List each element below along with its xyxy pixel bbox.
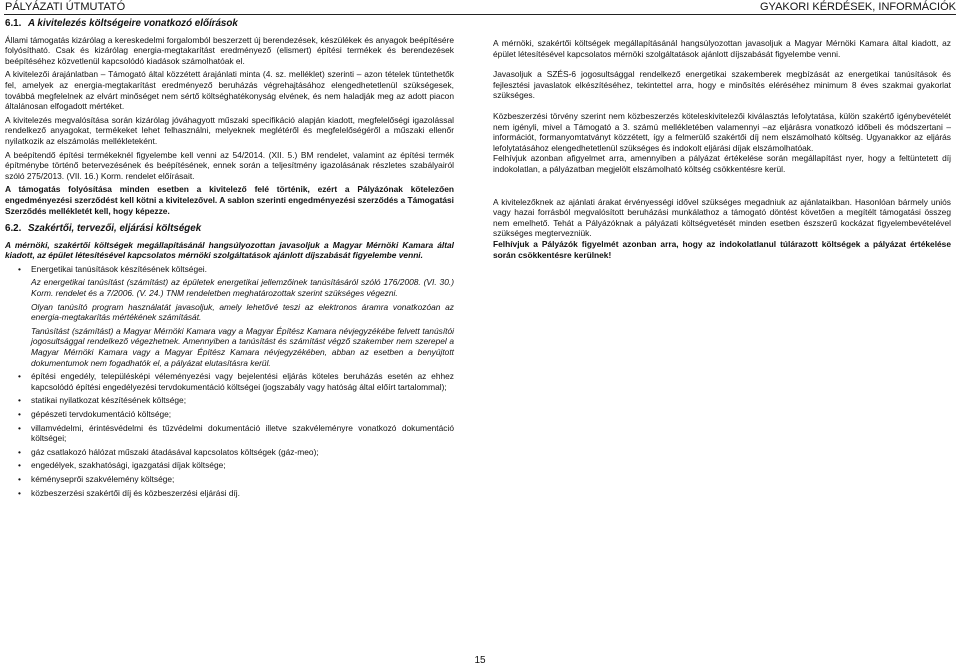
paragraph: A kivitelezőknek az ajánlati árakat érvényességi idővel szükséges megadniuk az ajánlataikban. Hasonlóan bármely uniós vagy hazai forrásból megvalósított beruházási munkálathoz a támogató döntést követően a megítélt támogatási összeg nem emelhető. Tehát a Pályázóknak a pályázati költségvetését minden esetben észszerű kockázat figyelembevételével szükséges megtervezniük. (493, 196, 951, 239)
bold-paragraph: A támogatás folyósítása minden esetben a kivitelező felé történik, ezért a Pályázónak kötelezően engedményezési szerződést kell kötni a kivitelezővel. A sablon szerinti engedményezési szerződés a Támogatási Szerződés mellékletét kell, hogy képezze. (5, 184, 455, 216)
right-column (493, 38, 951, 270)
list-item: • Energetikai tanúsítások készítésének költségei. (5, 264, 454, 275)
spacer (493, 185, 951, 197)
list-item: • közbeszerzési szakértői díj és közbeszerzési eljárási díj. (5, 488, 454, 499)
list-item: • statikai nyilatkozat készítésének költsége; (5, 395, 454, 406)
paragraph: A mérnöki, szakértői költségek megállapításánál hangsúlyozottan javasoljuk a Magyar Mérnöki Kamara által kiadott, az épület létesítésével kapcsolatos mérnöki szolgáltatások ajánlott díjszabását figyelembe venni. (493, 38, 951, 59)
section-title: Szakértői, tervezői, eljárási költségek (28, 223, 202, 235)
italic-note: Az energetikai tanúsítást (számítást) az épületek energetikai jellemzőinek tanúsításáról szóló 176/2008. (VI. 30.) Korm. rendelet és a 7/2006. (V. 24.) TNM rendeletben meghatározottak szerint szükséges végezni. (31, 277, 454, 299)
bold-italic-paragraph: A mérnöki, szakértői költségek megállapításánál hangsúlyozottan javasoljuk a Magyar Mérnöki Kamara által kiadott, az épület létesítésével kapcsolatos mérnöki szolgáltatások ajánlott díjszabását figyelembe venni. (5, 239, 454, 261)
section-title: A kivitelezés költségeire vonatkozó előírások (28, 18, 238, 29)
page-header (0, 0, 960, 15)
list-item: • villamvédelmi, érintésvédelmi és tűzvédelmi dokumentáció illetve szakvéleményre vonatkozó dokumentáció költségei; (5, 423, 454, 444)
paragraph: A kivitelezői árajánlatban – Támogató által közzétett árajánlati minta (4. sz. melléklet) szerinti – azon tételek tüntethetők fel, amelyek az energia-megtakarítást eredményező beruházás végrehajtásához elengedhetetlenül szükségesek, továbbá megfelelnek az elvárt minőséget nem sértő költséghatékonyság elvének, és nem haladják meg az adott piacon általánosan elfogadott mértéket. (5, 69, 454, 112)
page-number: 15 (474, 655, 486, 666)
list-item: • gépészeti tervdokumentáció költsége; (5, 409, 454, 420)
section-number: 6.2. (5, 223, 22, 235)
section-number: 6.1. (5, 18, 22, 29)
header-right-title: GYAKORI KÉRDÉSEK, INFORMÁCIÓK (760, 1, 956, 13)
header-left-title: PÁLYÁZATI ÚTMUTATÓ (5, 1, 126, 13)
bullet-list (5, 264, 454, 275)
section-6-1-heading (5, 19, 454, 30)
paragraph: Állami támogatás kizárólag a kereskedelmi forgalomból beszerzett új berendezések, készülékek és anyagok beépítésére folyósítható. Csak és kizárólag energia-megtakarítást eredményező (elismert) építési termékek és berendezések beépítéséhez közvetlenül kapcsolódó kiadások számolhatóak el. (5, 34, 454, 66)
paragraph: Közbeszerzési törvény szerint nem közbeszerzés köteleskivitelezői kiválasztás lefolytatása, külön szakértő igénybevételét nem igényli, mivel a Támogató a 3. számú mellékletében valamennyi –az eljárásra vonatkozó időbeli és módszertani – információt, formanyomtatványt közzétett, így a felmerülő szakértői díj nem elszámolható költség. Ugyanakkor az eljárás lefolytatásához elengedhetetlenül szükséges és indokolt eljárási díjak elszámolhatóak. (493, 110, 951, 153)
bullet-list (5, 371, 454, 498)
italic-note: Tanúsítást (számítást) a Magyar Mérnöki Kamara vagy a Magyar Építész Kamara névjegyzékébe felvett tanúsítói jogosultsággal rendelkező végezhetnek. Amennyiben a tanúsítást és számítást végző szakember nem szerepel a Magyar Mérnöki Kamara vagy a Magyar Építész Kamara névjegyzékében, abban az esetben a benyújtott dokumentumok nem fogadhatók el, a pályázat elutasításra kerül. (31, 325, 454, 368)
list-item: • kéményseprői szakvélemény költsége; (5, 474, 454, 485)
header-rule (4, 14, 956, 15)
section-6-2-heading (5, 224, 454, 235)
italic-note: Olyan tanúsító program használatát javasoljuk, amely lehetővé teszi az elektronos áramra vonatkozóan az energia-megtakarítás mértékének számítását. (31, 301, 454, 323)
bold-paragraph: Felhívjuk a Pályázók figyelmét azonban arra, hogy az indokolatlanul túlárazott költségek a pályázat értékelése során csökkentésre kerülnek! (493, 238, 951, 260)
paragraph: A kivitelezés megvalósítása során kizárólag jóváhagyott műszaki specifikáció alapján kiadott, megfelelőségi igazolással rendelkező anyagokat, termékeket lehet felhasználni, melyeknek meglétéről és megfelelőségéről a műszaki ellenőr nyilatkozik az elszámolás mellékleteként. (5, 114, 454, 146)
list-item: • engedélyek, szakhatósági, igazgatási díjak költsége; (5, 460, 454, 471)
paragraph: Felhívjuk azonban afigyelmet arra, amennyiben a pályázat értékelése során megállapítást nyer, hogy a feltüntetett díj indokolatlan, a pályázatban megjelölt elszámolható költség csökkentésre kerül. (493, 153, 951, 174)
left-column (5, 17, 454, 501)
list-item: • építési engedély, településképi véleményezési vagy bejelentési eljárás köteles beruházás esetén az ehhez kapcsolódó építési engedélyezési tervdokumentáció költségei (jogszabály vagy hatóság által előírt tartalommal); (5, 371, 454, 392)
paragraph: A beépítendő építési termékeknél figyelembe kell venni az 54/2014. (XII. 5.) BM rendelet, valamint az építési termék építménybe történő betervezésének és beépítésének, ennek során a teljesítmény igazolásának részletes szabályairól szóló 275/2013. (VII. 16.) Korm. rendelet előírásait. (5, 149, 454, 181)
paragraph: Javasoljuk a SZÉS-6 jogosultsággal rendelkező energetikai szakemberek megbízását az energetikai tanúsítások és fejlesztési javaslatok elkészítéséhez, tekintettel arra, hogy e minősítés eléréséhez minimum 8 éves szakmai gyakorlat szükséges. (493, 69, 951, 101)
list-item: • gáz csatlakozó hálózat műszaki átadásával kapcsolatos költségek (gáz-meo); (5, 447, 454, 458)
